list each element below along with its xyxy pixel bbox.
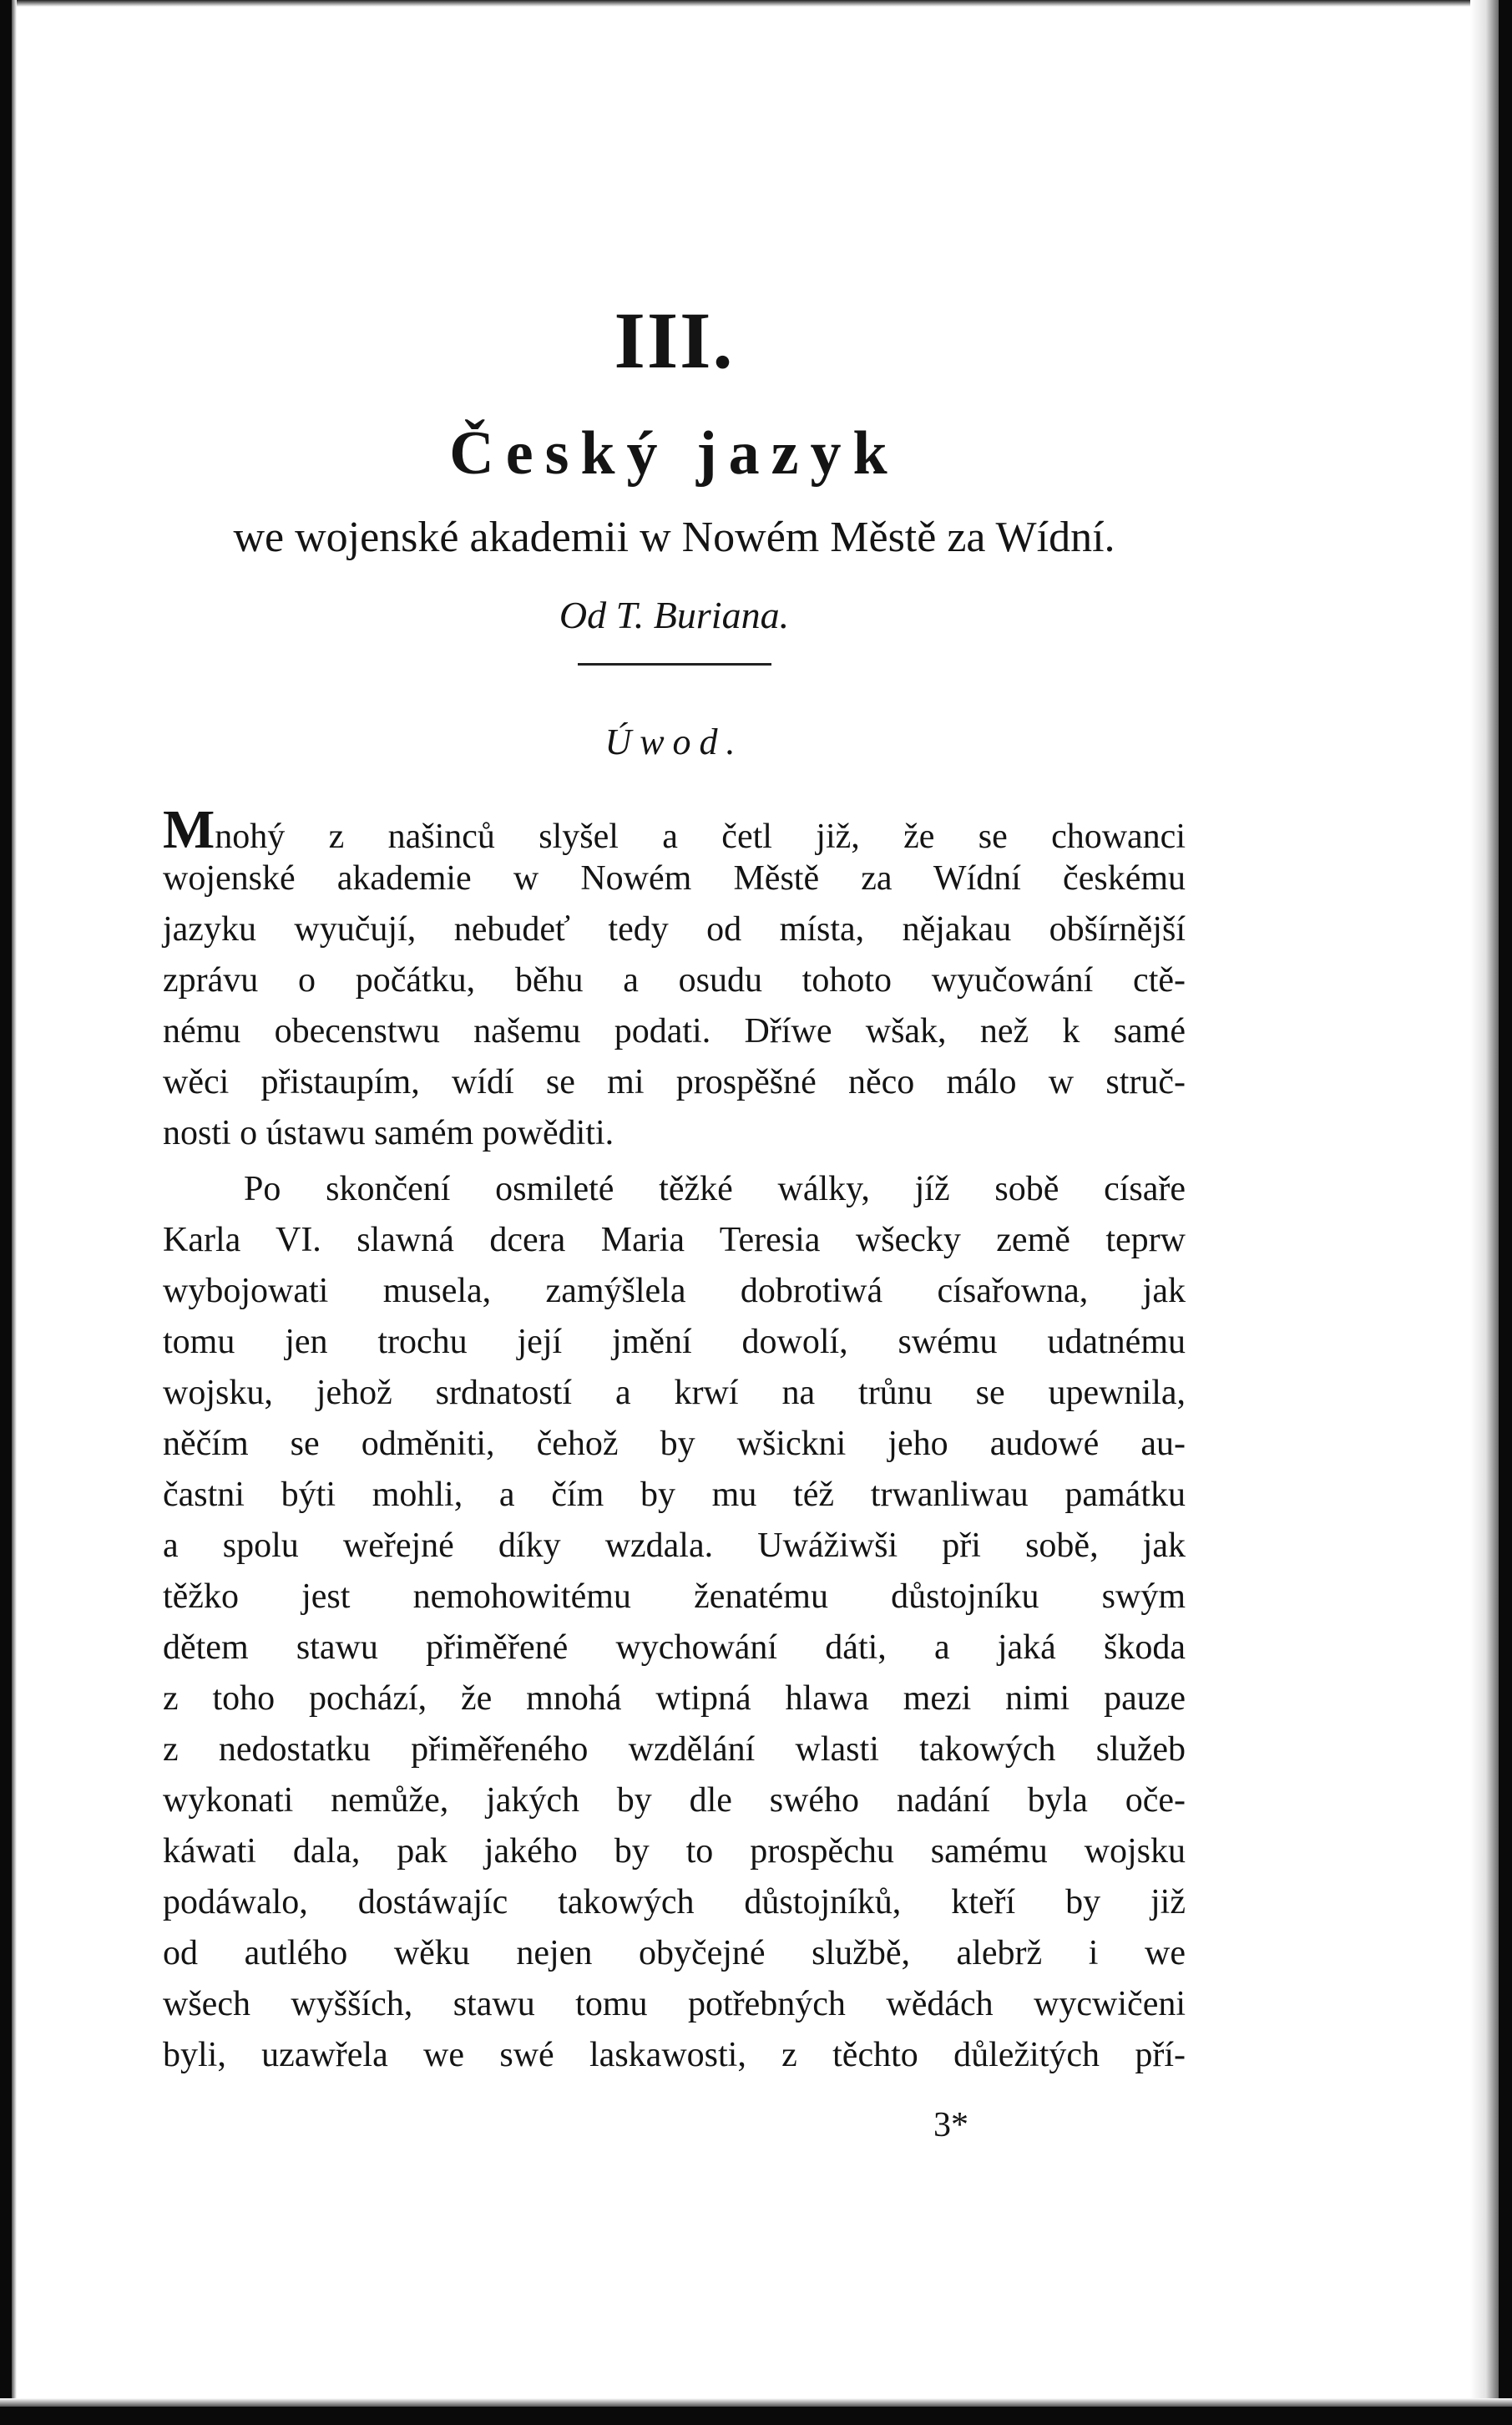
text-line: z nedostatku přiměřeného wzdělání wlasti takowých služeb: [163, 1730, 1186, 1769]
scan-edge-bottom-shadow: [0, 2398, 1512, 2407]
text-line: jazyku wyučují, nebudeť tedy od místa, nějakau obšírnější: [163, 910, 1186, 949]
text-line: dětem stawu přiměřené wychowání dáti, a jaká škoda: [163, 1628, 1186, 1667]
text-line: wybojowati musela, zamýšlela dobrotiwá císařowna, jak: [163, 1272, 1186, 1310]
text-line: [163, 799, 1186, 860]
page-body: [163, 296, 1186, 2081]
text-line: od autlého wěku nejen obyčejné službě, alebrž i we: [163, 1934, 1186, 1972]
text-line: wojsku, jehož srdnatostí a krwí na trůnu se upewnila,: [163, 1374, 1186, 1412]
text-line: častni býti mohli, a čím by mu též trwanliwau památku: [163, 1476, 1186, 1514]
article-title: Český jazyk: [449, 419, 899, 488]
drop-cap: M: [163, 799, 215, 860]
text-line: podáwalo, dostáwajíc takowých důstojníků, kteří by již: [163, 1883, 1186, 1921]
text-line: tomu jen trochu její jmění dowolí, swému udatnému: [163, 1323, 1186, 1361]
chapter-number: III.: [614, 296, 735, 385]
text-line: wojenské akademie w Nowém Městě za Wídní českému: [163, 859, 1186, 898]
text-line: z toho pochází, že mnohá wtipná hlawa mezi nimi pauze: [163, 1679, 1186, 1718]
text-line: káwati dala, pak jakého by to prospěchu samému wojsku: [163, 1832, 1186, 1871]
scan-edge-left-shadow: [12, 0, 17, 2425]
paragraph-2: [163, 1164, 1186, 2081]
text-line: něčím se odměniti, čehož by wšickni jeho audowé au-: [163, 1425, 1186, 1463]
text-line: nému obecenstwu našemu podati. Dříwe wšak, než k samé: [163, 1012, 1186, 1050]
paragraph-1: [163, 799, 1186, 1159]
text-line: wšech wyšších, stawu tomu potřebných wědách wycwičeni: [163, 1985, 1186, 2023]
scan-edge-top: [0, 0, 1512, 7]
text-line: Po skončení osmileté těžké wálky, jíž sobě císaře: [244, 1170, 1186, 1208]
author-line: Od T. Buriana.: [559, 594, 790, 636]
section-heading: Úwod.: [604, 721, 744, 762]
text-line: těžko jest nemohowitému ženatému důstojníku swým: [163, 1577, 1186, 1616]
text-line: wěci přistaupím, wídí se mi prospěšné něco málo w struč-: [163, 1063, 1186, 1101]
text-line: nosti o ústawu samém powěditi.: [163, 1114, 614, 1152]
signature-mark: 3*: [933, 2106, 968, 2144]
scan-edge-left: [0, 0, 12, 2425]
line-text: nohý z našinců slyšel a četl již, že se chowanci: [215, 818, 1186, 856]
scan-edge-right-shadow: [1470, 0, 1499, 2425]
text-line: a spolu weřejné díky wzdala. Uwážiwši při sobě, jak: [163, 1526, 1186, 1565]
article-subtitle: we wojenské akademii w Nowém Městě za Wídní.: [233, 514, 1115, 561]
title-divider: [578, 663, 771, 666]
scan-edge-right: [1499, 0, 1512, 2425]
text-line: Karla VI. slawná dcera Maria Teresia wšecky země teprw: [163, 1221, 1186, 1259]
scan-edge-bottom: [0, 2407, 1512, 2425]
text-line: wykonati nemůže, jakých by dle swého nadání byla oče-: [163, 1781, 1186, 1820]
text-line: zprávu o počátku, běhu a osudu tohoto wyučowání ctě-: [163, 961, 1186, 1000]
text-line: byli, uzawřela we swé laskawosti, z těchto důležitých pří-: [163, 2036, 1186, 2074]
